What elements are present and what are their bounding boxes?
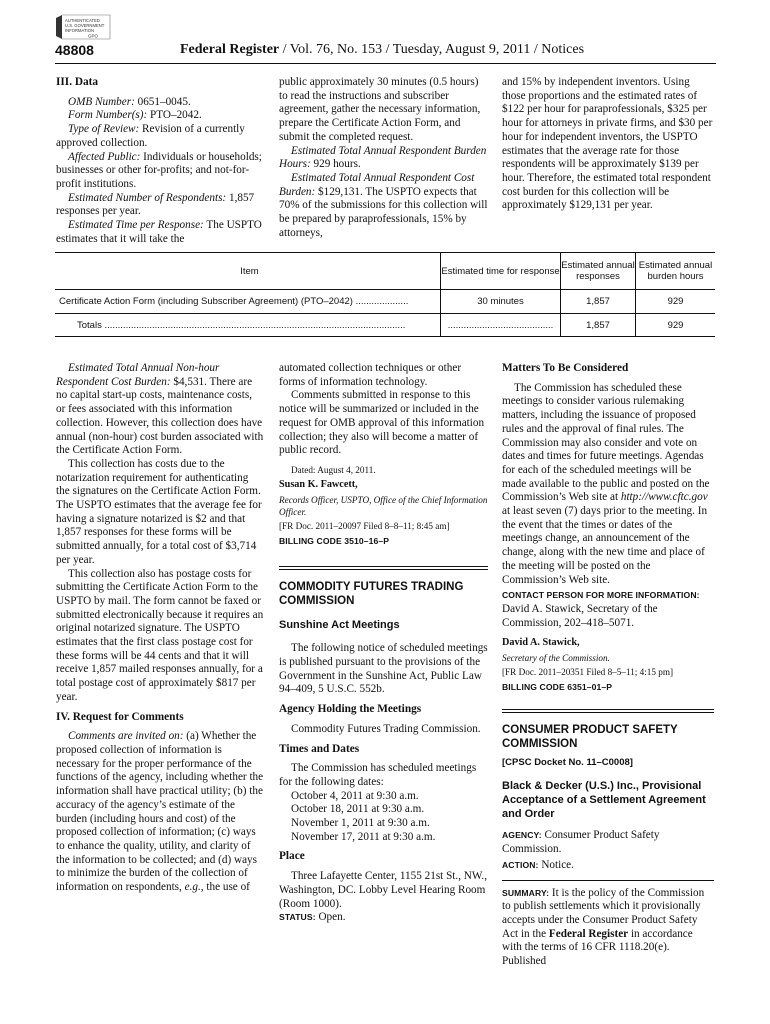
action-line: ACTION: Notice. bbox=[502, 858, 574, 871]
table-row bbox=[55, 290, 715, 314]
affected-public: Affected Public: Individuals or households; businesses or other for-profits; and not-for-profit institutions. bbox=[56, 150, 262, 190]
notice-title: Black & Decker (U.S.) Inc., Provisional Acceptance of a Settlement Agreement and Order bbox=[502, 780, 706, 821]
time-description: public approximately 30 minutes (0.5 hours) to read the instructions and subscriber agreement, gather the necessary information, prepare the Certificate Action Form, and submit the completed request. bbox=[279, 76, 481, 143]
docket-number: [CPSC Docket No. 11–C0008] bbox=[502, 756, 633, 768]
table-header-cell: Item bbox=[240, 265, 259, 277]
cftc-website-link[interactable]: http://www.cftc.gov bbox=[620, 491, 708, 504]
gpo-authentication-seal bbox=[54, 14, 112, 40]
table-cell: 929 bbox=[635, 314, 715, 336]
meeting-date: November 17, 2011 at 9:30 a.m. bbox=[291, 830, 436, 843]
section-divider bbox=[279, 566, 488, 570]
comments-paragraph: Comments are invited on: (a) Whether the proposed collection of information is necessary for the proper performance of the functions of the agency, including whether the information shall have practical utility; (b) the accuracy of the agency’s estimate of the burden (including hours and cost) of the proposed collection of information; (c) ways to enhance the quality, utility, and clarity of the information to be collected; and (d) ways to minimize the burden of the collection of information on respondents, e.g., the use of bbox=[56, 730, 264, 894]
signer-name: Susan K. Fawcett, bbox=[279, 478, 358, 490]
heading-times-dates: Times and Dates bbox=[279, 742, 360, 755]
summary-rule bbox=[502, 880, 714, 881]
public-record-paragraph: Comments submitted in response to this notice will be summarized or included in the request for OMB approval of this information collection; they also will become a matter of public record. bbox=[279, 389, 485, 457]
nonhour-cost-paragraph: Estimated Total Annual Non-hour Respondent Cost Burden: $4,531. There are no capital start-up costs, maintenance costs, or fees associated with this information collection. However, this collection does have annual (non-hour) cost burden associated with the Certificate Action Form. bbox=[56, 362, 264, 457]
matters-paragraph: The Commission has scheduled these meetings to consider various rulemaking matters, including the issuance of proposed rules and the approval of final rules. The Commission may also consider and vote on dates and times for future meetings. Agendas for each of the scheduled meetings will be made available to the public and posted on the Commission’s Web site at http://www.cftc.gov at least seven (7) days prior to the meeting. In the event that the times or dates of the meetings change, an announcement of the change, along with the new time and place of the meeting will be posted on the Commission’s Web site. bbox=[502, 381, 710, 586]
omb-number: OMB Number: 0651–0045. bbox=[68, 95, 191, 108]
agency-line: AGENCY: Consumer Product Safety Commission. bbox=[502, 829, 660, 856]
agency-name: COMMODITY FUTURES TRADING COMMISSION bbox=[279, 581, 464, 608]
meeting-date: November 1, 2011 at 9:30 a.m. bbox=[291, 817, 430, 830]
agency-name: CONSUMER PRODUCT SAFETY COMMISSION bbox=[502, 723, 678, 750]
table-total-row bbox=[55, 314, 715, 336]
svg-text:GPO: GPO bbox=[88, 33, 99, 39]
column-1-bottom bbox=[56, 362, 264, 895]
fr-doc-line: [FR Doc. 2011–20351 Filed 8–5–11; 4:15 pm] bbox=[502, 667, 674, 678]
cost-rates-paragraph: and 15% by independent inventors. Using those proportions and the estimated rates of $122 per hour for paraprofessionals, $325 per hour for attorneys in private firms, and $30 per hour for independent inventors, the USPTO estimates that the average rate for those respondents will be approximately $139 per hour. Therefore, the estimated total respondent cost burden for this collection will be approximately $129,131 per year. bbox=[502, 76, 713, 212]
agency-holding-text: Commodity Futures Trading Commission. bbox=[291, 722, 481, 735]
gpo-seal-icon bbox=[54, 14, 112, 40]
status-line: STATUS: Open. bbox=[279, 911, 346, 924]
column-1-top bbox=[56, 76, 264, 246]
table-cell: 30 minutes bbox=[440, 290, 560, 313]
postage-paragraph: This collection also has postage costs for submitting the Certificate Action Form to the USPTO by mail. The form cannot be faxed or submitted electronically because it requires an original notarized signature. The USPTO estimates that the first class postage cost for these forms will be 44 cents and that it will receive 1,857 mailed responses annually, for a total postage cost of approximately $817 per year. bbox=[56, 567, 264, 703]
publication-name: Federal Register bbox=[180, 42, 280, 57]
meeting-date: October 18, 2011 at 9:30 a.m. bbox=[291, 803, 425, 816]
contact-label: CONTACT PERSON FOR MORE INFORMATION: bbox=[502, 590, 700, 601]
fr-doc-line: [FR Doc. 2011–20097 Filed 8–8–11; 8:45 am] bbox=[279, 520, 450, 531]
table-cell: 1,857 bbox=[560, 314, 635, 336]
page-number: 48808 bbox=[55, 42, 94, 58]
cost-burden: Estimated Total Annual Respondent Cost Burden: $129,131. The USPTO expects that 70% of the submissions for this collection will be prepared by paraprofessionals, 15% by attorneys, bbox=[279, 171, 488, 239]
place-text: Three Lafayette Center, 1155 21st St., NW., Washington, DC. Lobby Level Hearing Room (Room 1000). bbox=[279, 870, 488, 910]
column-3-bottom bbox=[502, 362, 714, 969]
signer-name: David A. Stawick, bbox=[502, 637, 580, 649]
contact-value: David A. Stawick, Secretary of the Commission, 202–418–5071. bbox=[502, 602, 658, 629]
issue-info: / Vol. 76, No. 153 / Tuesday, August 9, 2011 / Notices bbox=[279, 42, 585, 57]
burden-hours: Estimated Total Annual Respondent Burden Hours: 929 hours. bbox=[279, 144, 487, 171]
svg-text:INFORMATION: INFORMATION bbox=[65, 28, 94, 33]
table-cell: Certificate Action Form (including Subscriber Agreement) (PTO–2042) .................... bbox=[59, 296, 409, 307]
form-number: Form Number(s): PTO–2042. bbox=[68, 109, 202, 122]
type-of-review: Type of Review: Revision of a currently approved collection. bbox=[56, 123, 245, 149]
estimated-respondents: Estimated Number of Respondents: 1,857 responses per year. bbox=[56, 191, 255, 218]
section-heading-data: III. Data bbox=[56, 76, 99, 88]
section-heading-comments: IV. Request for Comments bbox=[56, 710, 184, 723]
column-2-top bbox=[279, 76, 488, 240]
notarization-paragraph: This collection has costs due to the notarization requirement for authenticating the signatures on the Certificate Action Form. The USPTO estimates that the average fee for having a signature notarized is $2 and that 1,857 responses for these forms will be submitted annually, for a total cost of $3,714 per year. bbox=[56, 457, 262, 566]
table-cell: 1,857 bbox=[560, 290, 635, 313]
heading-place: Place bbox=[279, 850, 305, 863]
billing-code: BILLING CODE 6351–01–P bbox=[502, 682, 613, 693]
billing-code: BILLING CODE 3510–16–P bbox=[279, 535, 390, 546]
svg-text:AUTHENTICATED: AUTHENTICATED bbox=[65, 18, 100, 23]
table-header-row bbox=[55, 253, 715, 290]
estimated-time: Estimated Time per Response: The USPTO estimates that it will take the bbox=[56, 219, 262, 245]
svg-text:U.S. GOVERNMENT: U.S. GOVERNMENT bbox=[65, 23, 105, 28]
running-header bbox=[180, 42, 584, 58]
notice-title: Sunshine Act Meetings bbox=[279, 619, 400, 632]
dated-line: Dated: August 4, 2011. bbox=[291, 464, 376, 475]
heading-matters: Matters To Be Considered bbox=[502, 362, 629, 374]
signer-title: Records Officer, USPTO, Office of the Chief Information Officer. bbox=[279, 494, 488, 517]
heading-agency-holding: Agency Holding the Meetings bbox=[279, 703, 422, 716]
sunshine-intro-paragraph: The following notice of scheduled meetings is published pursuant to the provisions of the Government in the Sunshine Act, Public Law 94–409, 5 U.S.C. 552b. bbox=[279, 642, 488, 696]
meeting-date: October 4, 2011 at 9:30 a.m. bbox=[291, 789, 419, 802]
table-header-cell: Estimated annual burden hours bbox=[635, 253, 715, 289]
header-rule bbox=[55, 63, 716, 64]
table-cell: ........................................ bbox=[440, 314, 560, 336]
summary-paragraph: SUMMARY: It is the policy of the Commission to publish settlements which it provisionally accepts under the Consumer Product Safety Act in the Federal Register in accordance with the terms of 16 CFR 1118.20(e). Published bbox=[502, 886, 705, 968]
burden-table bbox=[55, 252, 715, 337]
table-header-cell: Estimated time for response bbox=[440, 253, 560, 289]
column-2-bottom bbox=[279, 362, 488, 925]
signer-title: Secretary of the Commission. bbox=[502, 653, 610, 664]
table-cell: 929 bbox=[635, 290, 715, 313]
section-divider bbox=[502, 709, 714, 713]
table-header-cell: Estimated annual responses bbox=[560, 253, 635, 289]
table-cell: Totals .................................................................................................................. bbox=[77, 319, 406, 331]
times-intro: The Commission has scheduled meetings for the following dates: bbox=[279, 762, 477, 788]
column-3-top bbox=[502, 76, 714, 213]
automated-techniques-paragraph: automated collection techniques or other forms of information technology. bbox=[279, 362, 462, 388]
